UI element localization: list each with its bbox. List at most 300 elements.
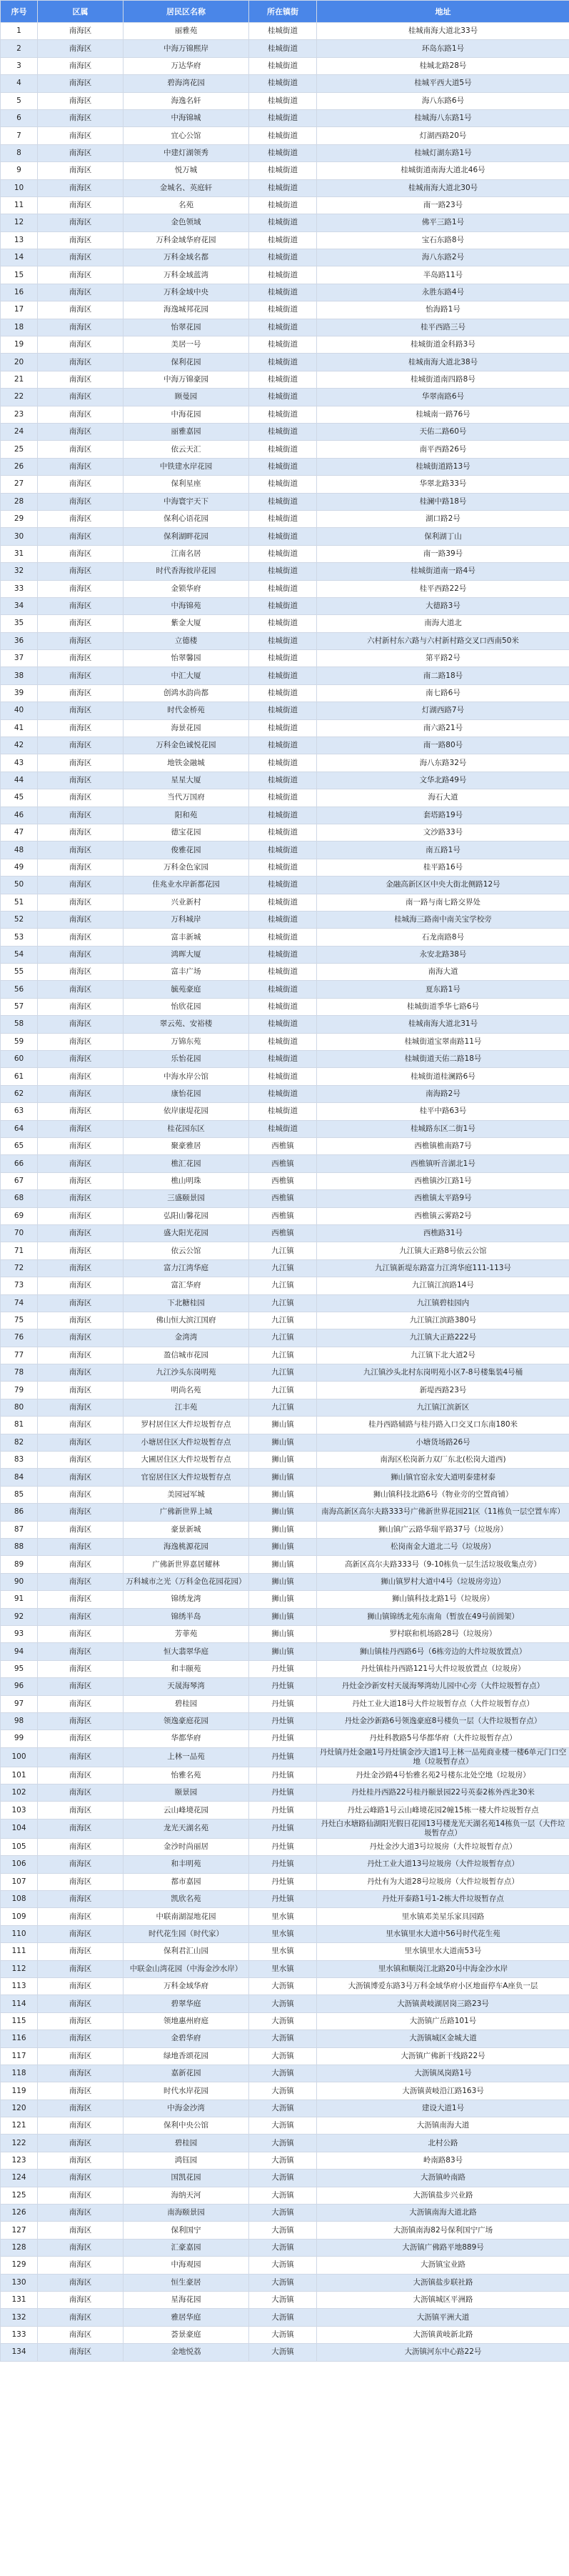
cell-district: 南海区 [38, 1051, 124, 1068]
cell-index: 134 [1, 2344, 38, 2361]
cell-index: 19 [1, 336, 38, 354]
cell-index: 45 [1, 789, 38, 807]
cell-index: 97 [1, 1695, 38, 1712]
cell-district: 南海区 [38, 1155, 124, 1172]
cell-district: 南海区 [38, 1312, 124, 1329]
cell-community-name: 罗村居住区大件垃圾暂存点 [124, 1417, 249, 1434]
cell-index: 46 [1, 807, 38, 824]
cell-index: 74 [1, 1294, 38, 1312]
cell-community-name: 领逸豪庭花园 [124, 1712, 249, 1729]
cell-address: 大沥镇黄岐湖居岗三路23号 [317, 1995, 569, 2012]
cell-index: 49 [1, 859, 38, 876]
cell-address: 大沥镇平洲大道 [317, 2309, 569, 2326]
table-row [1, 1207, 569, 1224]
cell-district: 南海区 [38, 2030, 124, 2047]
cell-index: 25 [1, 441, 38, 458]
cell-index: 55 [1, 964, 38, 981]
cell-district: 南海区 [38, 92, 124, 109]
cell-community-name: 富丰新城 [124, 929, 249, 946]
cell-town-street: 桂城街道 [249, 162, 317, 179]
cell-community-name: 聚豪雅居 [124, 1138, 249, 1155]
cell-community-name: 万科金域华府 [124, 1977, 249, 1995]
cell-address: 桂城海三路南中南关宝学校旁 [317, 911, 569, 928]
table-row [1, 1730, 569, 1747]
table-row [1, 301, 569, 319]
cell-community-name: 时代水岸花园 [124, 2082, 249, 2100]
cell-address: 狮山镇锦绣北苑东南角（暂放在49号前圆架） [317, 1608, 569, 1625]
cell-index: 124 [1, 2170, 38, 2187]
cell-index: 28 [1, 493, 38, 510]
table-row [1, 2344, 569, 2361]
cell-index: 56 [1, 981, 38, 998]
table-row [1, 336, 569, 354]
cell-index: 88 [1, 1538, 38, 1555]
cell-town-street: 狮山镇 [249, 1625, 317, 1642]
cell-district: 南海区 [38, 1838, 124, 1855]
cell-index: 120 [1, 2100, 38, 2117]
cell-address: 南海区松岗新力双厂东北(松岗大道西) [317, 1452, 569, 1469]
cell-address: 九江镇碧桂园内 [317, 1294, 569, 1312]
cell-community-name: 保利花园 [124, 354, 249, 371]
cell-community-name: 星海花园 [124, 2292, 249, 2309]
cell-index: 94 [1, 1643, 38, 1660]
cell-district: 南海区 [38, 1591, 124, 1608]
cell-district: 南海区 [38, 1068, 124, 1085]
cell-address: 丹灶开泰路1号1-2栋大件垃圾暂存点 [317, 1891, 569, 1908]
cell-address: 狮山镇科技北路6号（物业旁的空置商铺） [317, 1486, 569, 1503]
cell-district: 南海区 [38, 1856, 124, 1873]
cell-district: 南海区 [38, 1608, 124, 1625]
cell-town-street: 桂城街道 [249, 684, 317, 702]
cell-town-street: 桂城街道 [249, 109, 317, 126]
table-row [1, 1103, 569, 1120]
cell-community-name: 锦绣龙湾 [124, 1591, 249, 1608]
cell-index: 101 [1, 1767, 38, 1784]
cell-index: 79 [1, 1382, 38, 1399]
cell-community-name: 中海锦城 [124, 109, 249, 126]
cell-address: 里水镇和顺岗江北路20号中海金沙水岸 [317, 1960, 569, 1977]
cell-town-street: 大沥镇 [249, 2117, 317, 2135]
cell-community-name: 金城名、英庭轩 [124, 179, 249, 196]
cell-town-street: 丹灶镇 [249, 1784, 317, 1802]
cell-index: 20 [1, 354, 38, 371]
table-row [1, 1591, 569, 1608]
cell-community-name: 碧桂园 [124, 2135, 249, 2152]
cell-community-name: 鸿晖大厦 [124, 946, 249, 963]
table-row [1, 981, 569, 998]
cell-district: 南海区 [38, 1695, 124, 1712]
cell-address: 湖口路2号 [317, 510, 569, 527]
cell-community-name: 盛大阳光花园 [124, 1224, 249, 1242]
table-row [1, 1819, 569, 1838]
cell-district: 南海区 [38, 1521, 124, 1538]
cell-community-name: 南海颐景园 [124, 2205, 249, 2222]
cell-town-street: 狮山镇 [249, 1591, 317, 1608]
cell-index: 99 [1, 1730, 38, 1747]
cell-community-name: 江丰苑 [124, 1399, 249, 1416]
cell-address: 大沥镇南海大道北路 [317, 2205, 569, 2222]
cell-index: 36 [1, 632, 38, 649]
cell-district: 南海区 [38, 1364, 124, 1382]
cell-town-street: 大沥镇 [249, 1995, 317, 2012]
table-row [1, 1802, 569, 1819]
cell-district: 南海区 [38, 406, 124, 423]
cell-address: 九江镇新堤东路富力江湾华庭111-113号 [317, 1259, 569, 1277]
cell-address: 南一路39号 [317, 545, 569, 562]
header-address: 地址 [317, 1, 569, 23]
cell-address: 桂城南海大道北38号 [317, 354, 569, 371]
cell-community-name: 中海锦苑 [124, 597, 249, 614]
table-row [1, 1556, 569, 1573]
cell-index: 125 [1, 2187, 38, 2204]
table-row [1, 1891, 569, 1908]
cell-district: 南海区 [38, 1767, 124, 1784]
cell-town-street: 九江镇 [249, 1242, 317, 1259]
cell-town-street: 丹灶镇 [249, 1802, 317, 1819]
cell-index: 58 [1, 1016, 38, 1033]
cell-index: 23 [1, 406, 38, 423]
cell-community-name: 三盛颐景园 [124, 1190, 249, 1207]
cell-district: 南海区 [38, 1678, 124, 1695]
cell-district: 南海区 [38, 702, 124, 719]
cell-address: 桂城街道桂澜路6号 [317, 1068, 569, 1085]
cell-index: 6 [1, 109, 38, 126]
cell-community-name: 怡欣花园 [124, 998, 249, 1015]
cell-community-name: 金锁华府 [124, 580, 249, 597]
cell-address: 大沥镇城区平洲路 [317, 2292, 569, 2309]
cell-district: 南海区 [38, 859, 124, 876]
cell-index: 91 [1, 1591, 38, 1608]
table-row [1, 179, 569, 196]
cell-town-street: 桂城街道 [249, 179, 317, 196]
cell-community-name: 美居一号 [124, 336, 249, 354]
cell-district: 南海区 [38, 2326, 124, 2343]
cell-index: 40 [1, 702, 38, 719]
cell-town-street: 桂城街道 [249, 1016, 317, 1033]
cell-district: 南海区 [38, 1730, 124, 1747]
cell-index: 116 [1, 2030, 38, 2047]
table-row [1, 371, 569, 388]
cell-address: 丹灶金沙路4号怡雅名苑2号楼东北处空地（垃圾房） [317, 1767, 569, 1784]
cell-index: 130 [1, 2274, 38, 2291]
cell-town-street: 狮山镇 [249, 1469, 317, 1486]
cell-town-street: 桂城街道 [249, 545, 317, 562]
cell-town-street: 桂城街道 [249, 406, 317, 423]
cell-index: 54 [1, 946, 38, 963]
cell-community-name: 万达华府 [124, 57, 249, 74]
cell-address: 九江镇江滨路380号 [317, 1312, 569, 1329]
cell-community-name: 立德楼 [124, 632, 249, 649]
table-row [1, 1469, 569, 1486]
table-row [1, 92, 569, 109]
cell-community-name: 中联南湖湿地花园 [124, 1908, 249, 1925]
table-row [1, 57, 569, 74]
table-row [1, 1120, 569, 1137]
cell-community-name: 恒生豪居 [124, 2274, 249, 2291]
cell-district: 南海区 [38, 824, 124, 841]
cell-community-name: 保利湖畔花园 [124, 528, 249, 545]
cell-index: 86 [1, 1504, 38, 1521]
cell-address: 灯湖西路20号 [317, 127, 569, 144]
cell-address: 南一路与南七路交界处 [317, 894, 569, 911]
table-row [1, 754, 569, 772]
cell-town-street: 桂城街道 [249, 772, 317, 789]
cell-town-street: 九江镇 [249, 1277, 317, 1294]
cell-district: 南海区 [38, 1382, 124, 1399]
cell-address: 文华北路49号 [317, 772, 569, 789]
table-row [1, 964, 569, 981]
cell-town-street: 桂城街道 [249, 650, 317, 667]
cell-district: 南海区 [38, 510, 124, 527]
cell-town-street: 丹灶镇 [249, 1660, 317, 1677]
cell-town-street: 桂城街道 [249, 266, 317, 284]
cell-address: 丹灶金沙新路6号领逸豪庭8号楼负一层（大件垃圾暂存点） [317, 1712, 569, 1729]
cell-index: 87 [1, 1521, 38, 1538]
cell-community-name: 星星大厦 [124, 772, 249, 789]
table-row [1, 1085, 569, 1102]
cell-town-street: 九江镇 [249, 1382, 317, 1399]
cell-address: 桂城街道南一路4号 [317, 563, 569, 580]
table-row [1, 877, 569, 894]
cell-district: 南海区 [38, 1277, 124, 1294]
cell-community-name: 和丰明苑 [124, 1856, 249, 1873]
cell-community-name: 中海万锦豪园 [124, 371, 249, 388]
cell-community-name: 天晟海琴湾 [124, 1678, 249, 1695]
cell-district: 南海区 [38, 964, 124, 981]
header-community-name: 居民区名称 [124, 1, 249, 23]
cell-address: 丹灶金沙大道3号垃圾房（大件垃圾暂存点） [317, 1838, 569, 1855]
table-row [1, 1695, 569, 1712]
cell-town-street: 桂城街道 [249, 1085, 317, 1102]
cell-address: 南海大道北 [317, 615, 569, 632]
cell-index: 96 [1, 1678, 38, 1695]
cell-index: 4 [1, 75, 38, 92]
cell-address: 大沥镇盐步兴业路 [317, 2187, 569, 2204]
cell-address: 里水镇里水大道中56号时代花生苑 [317, 1925, 569, 1942]
cell-index: 122 [1, 2135, 38, 2152]
cell-district: 南海区 [38, 1908, 124, 1925]
table-row [1, 1977, 569, 1995]
cell-index: 38 [1, 667, 38, 684]
cell-community-name: 金湾湾 [124, 1329, 249, 1347]
cell-town-street: 桂城街道 [249, 510, 317, 527]
cell-town-street: 狮山镇 [249, 1643, 317, 1660]
cell-address: 南六路21号 [317, 719, 569, 737]
cell-town-street: 大沥镇 [249, 2047, 317, 2065]
cell-community-name: 宜心公馆 [124, 127, 249, 144]
cell-address: 海石大道 [317, 789, 569, 807]
cell-town-street: 丹灶镇 [249, 1856, 317, 1873]
cell-community-name: 万科金域蓝湾 [124, 266, 249, 284]
table-row [1, 2030, 569, 2047]
table-row [1, 1995, 569, 2012]
table-row [1, 127, 569, 144]
cell-address: 小塘货场路26号 [317, 1434, 569, 1451]
cell-address: 罗村联和机场路28号（垃圾房） [317, 1625, 569, 1642]
cell-town-street: 桂城街道 [249, 23, 317, 40]
cell-index: 92 [1, 1608, 38, 1625]
cell-district: 南海区 [38, 877, 124, 894]
cell-town-street: 桂城街道 [249, 789, 317, 807]
cell-community-name: 中联金山湾花园（中海金沙水岸） [124, 1960, 249, 1977]
cell-district: 南海区 [38, 319, 124, 336]
cell-index: 105 [1, 1838, 38, 1855]
cell-index: 70 [1, 1224, 38, 1242]
cell-town-street: 狮山镇 [249, 1434, 317, 1451]
cell-town-street: 西樵镇 [249, 1155, 317, 1172]
cell-town-street: 狮山镇 [249, 1556, 317, 1573]
cell-town-street: 桂城街道 [249, 476, 317, 493]
cell-town-street: 九江镇 [249, 1294, 317, 1312]
cell-address: 海八东路2号 [317, 249, 569, 266]
cell-address: 丹灶科教路5号华都华府（大件垃圾暂存点） [317, 1730, 569, 1747]
cell-address: 大沥镇宝业路 [317, 2257, 569, 2274]
table-row [1, 719, 569, 737]
cell-town-street: 桂城街道 [249, 75, 317, 92]
cell-town-street: 西樵镇 [249, 1138, 317, 1155]
cell-index: 11 [1, 196, 38, 214]
cell-index: 108 [1, 1891, 38, 1908]
cell-address: 狮山镇罗村大道中4号（垃圾房旁边） [317, 1573, 569, 1590]
cell-town-street: 桂城街道 [249, 92, 317, 109]
cell-community-name: 阳和苑 [124, 807, 249, 824]
cell-town-street: 九江镇 [249, 1364, 317, 1382]
cell-address: 南五路1号 [317, 842, 569, 859]
cell-address: 桂城路东区二街1号 [317, 1120, 569, 1137]
cell-address: 丹灶镇丹灶金融1号丹灶镇金沙大道1号上林一品苑商业楼一楼6单元门口空地（垃圾暂存点） [317, 1747, 569, 1767]
cell-address: 金融高新区区中央大街北侧路12号 [317, 877, 569, 894]
cell-index: 95 [1, 1660, 38, 1677]
cell-town-street: 桂城街道 [249, 423, 317, 440]
cell-address: 桂平中路63号 [317, 1103, 569, 1120]
cell-index: 24 [1, 423, 38, 440]
cell-address: 松岗南金大道北二号（垃圾房） [317, 1538, 569, 1555]
table-row [1, 2152, 569, 2169]
table-row [1, 493, 569, 510]
cell-town-street: 九江镇 [249, 1347, 317, 1364]
cell-community-name: 佳兆业水岸新都花园 [124, 877, 249, 894]
cell-community-name: 国凯花园 [124, 2170, 249, 2187]
cell-district: 南海区 [38, 2012, 124, 2030]
cell-district: 南海区 [38, 1747, 124, 1767]
cell-index: 117 [1, 2047, 38, 2065]
cell-index: 63 [1, 1103, 38, 1120]
cell-district: 南海区 [38, 1085, 124, 1102]
cell-community-name: 保利星座 [124, 476, 249, 493]
cell-community-name: 樵山明珠 [124, 1172, 249, 1189]
cell-index: 30 [1, 528, 38, 545]
table-row [1, 354, 569, 371]
cell-town-street: 桂城街道 [249, 842, 317, 859]
cell-town-street: 桂城街道 [249, 859, 317, 876]
cell-town-street: 桂城街道 [249, 615, 317, 632]
cell-address: 桂城平西大道5号 [317, 75, 569, 92]
cell-district: 南海区 [38, 789, 124, 807]
cell-town-street: 桂城街道 [249, 441, 317, 458]
cell-address: 大沥镇黄岐新北路 [317, 2326, 569, 2343]
cell-address: 永胜东路4号 [317, 284, 569, 301]
table-row [1, 2012, 569, 2030]
cell-community-name: 依云天汇 [124, 441, 249, 458]
cell-community-name: 怡雅名苑 [124, 1767, 249, 1784]
table-row [1, 842, 569, 859]
cell-address: 大沥镇盐步联社路 [317, 2274, 569, 2291]
cell-index: 90 [1, 1573, 38, 1590]
cell-district: 南海区 [38, 1643, 124, 1660]
table-row [1, 23, 569, 40]
table-row [1, 528, 569, 545]
table-row [1, 1347, 569, 1364]
cell-community-name: 中海观园 [124, 2257, 249, 2274]
cell-index: 9 [1, 162, 38, 179]
cell-community-name: 碧桂园 [124, 1695, 249, 1712]
table-row [1, 2082, 569, 2100]
cell-district: 南海区 [38, 632, 124, 649]
cell-address: 大德路3号 [317, 597, 569, 614]
cell-town-street: 桂城街道 [249, 597, 317, 614]
cell-address: 西樵镇听音湖北1号 [317, 1155, 569, 1172]
cell-index: 80 [1, 1399, 38, 1416]
cell-index: 71 [1, 1242, 38, 1259]
table-row [1, 441, 569, 458]
cell-community-name: 大圃居住区大件垃圾暂存点 [124, 1452, 249, 1469]
cell-index: 103 [1, 1802, 38, 1819]
cell-town-street: 大沥镇 [249, 2030, 317, 2047]
cell-town-street: 西樵镇 [249, 1207, 317, 1224]
cell-district: 南海区 [38, 1660, 124, 1677]
cell-index: 15 [1, 266, 38, 284]
cell-community-name: 保利君汇山园 [124, 1943, 249, 1960]
table-row [1, 1838, 569, 1855]
cell-town-street: 丹灶镇 [249, 1695, 317, 1712]
cell-community-name: 颐景园 [124, 1784, 249, 1802]
cell-district: 南海区 [38, 1103, 124, 1120]
table-row [1, 1172, 569, 1189]
table-row [1, 911, 569, 928]
cell-index: 5 [1, 92, 38, 109]
cell-community-name: 嘉新花园 [124, 2065, 249, 2082]
cell-address: 桂城灯湖东路1号 [317, 144, 569, 161]
cell-address: 桂城街道南海大道北46号 [317, 162, 569, 179]
cell-town-street: 狮山镇 [249, 1417, 317, 1434]
cell-index: 68 [1, 1190, 38, 1207]
cell-index: 100 [1, 1747, 38, 1767]
cell-district: 南海区 [38, 301, 124, 319]
table-row [1, 632, 569, 649]
cell-index: 17 [1, 301, 38, 319]
cell-index: 13 [1, 231, 38, 249]
table-row [1, 1294, 569, 1312]
cell-community-name: 广佛新世界上城 [124, 1504, 249, 1521]
cell-district: 南海区 [38, 231, 124, 249]
cell-town-street: 桂城街道 [249, 371, 317, 388]
cell-community-name: 万科金色诚悦花园 [124, 737, 249, 754]
cell-town-street: 桂城街道 [249, 946, 317, 963]
cell-index: 84 [1, 1469, 38, 1486]
cell-address: 丹灶工业大道18号大件垃圾暂存点（大件垃圾暂存点） [317, 1695, 569, 1712]
cell-town-street: 里水镇 [249, 1908, 317, 1925]
cell-district: 南海区 [38, 1224, 124, 1242]
cell-district: 南海区 [38, 1138, 124, 1155]
cell-district: 南海区 [38, 1347, 124, 1364]
cell-address: 石龙南路8号 [317, 929, 569, 946]
table-row [1, 2326, 569, 2343]
cell-community-name: 中海水岸公馆 [124, 1068, 249, 1085]
cell-address: 桂城街道季华七路6号 [317, 998, 569, 1015]
table-row [1, 1960, 569, 1977]
table-row [1, 1242, 569, 1259]
cell-index: 115 [1, 2012, 38, 2030]
